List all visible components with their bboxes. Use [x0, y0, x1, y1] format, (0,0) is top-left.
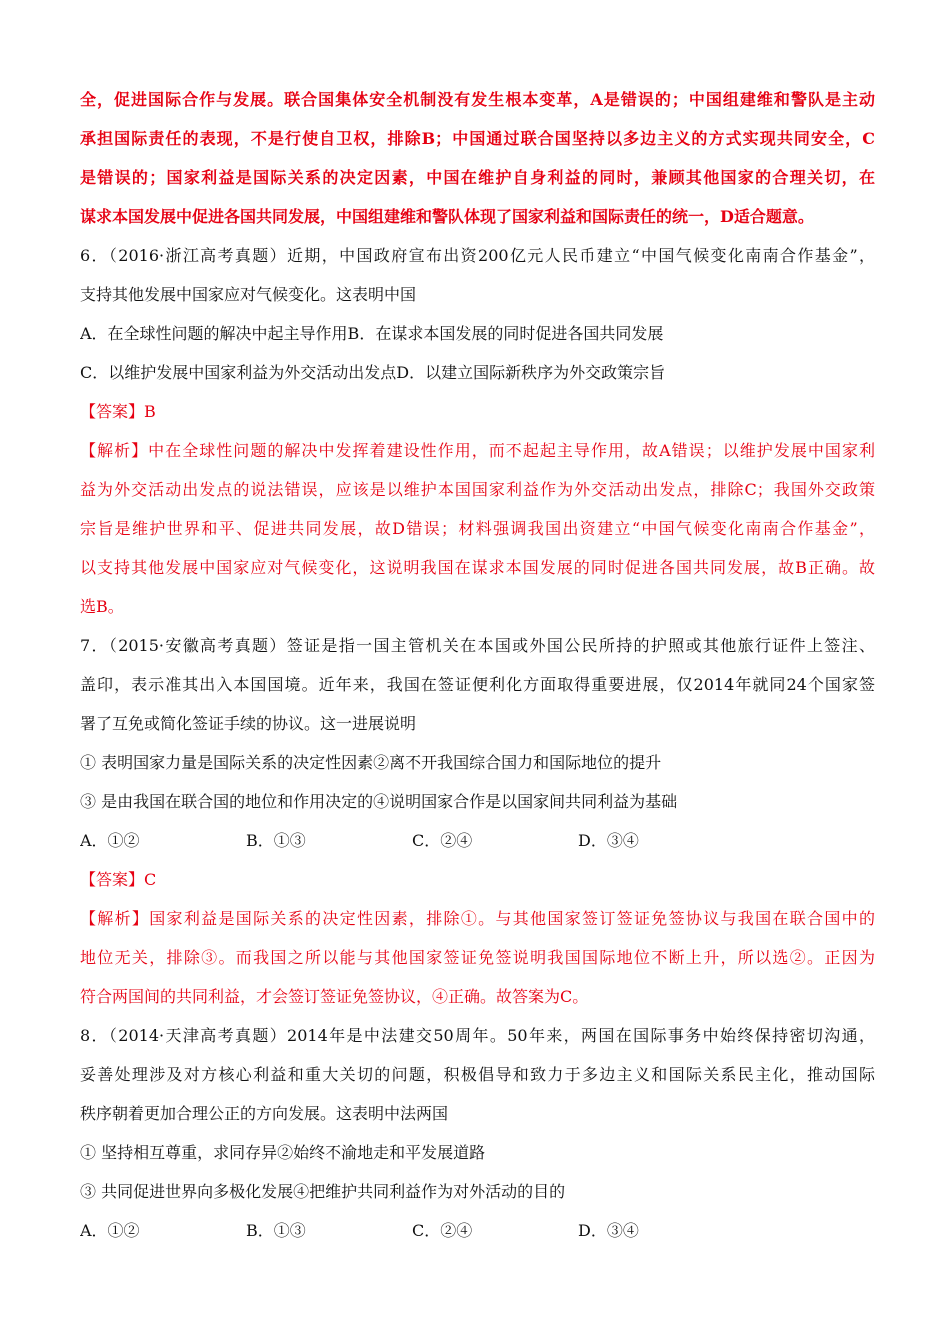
- q7-answer: 【答案】C: [80, 870, 157, 889]
- q6-analysis-line: 选B。: [80, 597, 124, 616]
- q8-statement: ① 坚持相互尊重，求同存异②始终不渝地走和平发展道路: [80, 1143, 486, 1162]
- q5-analysis-line: 承担国际责任的表现，不是行使自卫权，排除B；中国通过联合国坚持以多边主义的方式实现共同安全，C: [80, 129, 875, 148]
- q7-option-b: B．①③: [246, 831, 306, 850]
- q5-analysis-line: 谋求本国发展中促进各国共同发展，中国组建维和警队体现了国家利益和国际责任的统一，D适合题意。: [80, 207, 814, 226]
- q7-stem-line: 盖印，表示准其出入本国国境。近年来，我国在签证便利化方面取得重要进展，仅2014年就同24个国家签: [80, 675, 875, 694]
- question-7: [80, 626, 875, 1016]
- q6-stem-line: 6．（2016·浙江高考真题）近期，中国政府宣布出资200亿元人民币建立“中国气候变化南南合作基金”，: [80, 246, 875, 265]
- q6-options-line: A．在全球性问题的解决中起主导作用B．在谋求本国发展的同时促进各国共同发展: [80, 324, 664, 343]
- q6-options-line: C．以维护发展中国家利益为外交活动出发点D．以建立国际新秩序为外交政策宗旨: [80, 363, 666, 382]
- q8-statement: ③ 共同促进世界向多极化发展④把维护共同利益作为对外活动的目的: [80, 1182, 566, 1201]
- q7-analysis-line: 【解析】国家利益是国际关系的决定性因素，排除①。与其他国家签订签证免签协议与我国在联合国中的: [80, 909, 875, 928]
- q8-stem-line: 8．（2014·天津高考真题）2014年是中法建交50周年。50年来，两国在国际事务中始终保持密切沟通，: [80, 1026, 875, 1045]
- q6-analysis-line: 【解析】中在全球性问题的解决中发挥着建设性作用，而不起起主导作用，故A错误；以维护发展中国家利: [80, 441, 875, 460]
- q6-analysis-line: 以支持其他发展中国家应对气候变化，这说明我国在谋求本国发展的同时促进各国共同发展，故B正确。故: [80, 558, 875, 577]
- q8-stem-line: 秩序朝着更加合理公正的方向发展。这表明中法两国: [80, 1104, 449, 1123]
- q8-option-d: D．③④: [578, 1221, 639, 1240]
- q7-statement: ③ 是由我国在联合国的地位和作用决定的④说明国家合作是以国家间共同利益为基础: [80, 792, 678, 811]
- q6-stem-line: 支持其他发展中国家应对气候变化。这表明中国: [80, 285, 417, 304]
- q8-options: [80, 1211, 875, 1250]
- q7-option-c: C．②④: [412, 831, 473, 850]
- q8-option-c: C．②④: [412, 1221, 473, 1240]
- q6-analysis-line: 益为外交活动出发点的说法错误，应该是以维护本国国家利益作为外交活动出发点，排除C；我国外交政策: [80, 480, 875, 499]
- q7-analysis-line: 符合两国间的共同利益，才会签订签证免签协议，④正确。故答案为C。: [80, 987, 589, 1006]
- question-8: [80, 1016, 875, 1250]
- q8-option-b: B．①③: [246, 1221, 306, 1240]
- q6-answer: 【答案】B: [80, 402, 156, 421]
- q5-analysis: [80, 80, 875, 236]
- q7-option-a: A．①②: [80, 831, 140, 850]
- question-6: [80, 236, 875, 626]
- q6-analysis-line: 宗旨是维护世界和平、促进共同发展，故D错误；材料强调我国出资建立“中国气候变化南南合作基金”，: [80, 519, 875, 538]
- q7-analysis-line: 地位无关，排除③。而我国之所以能与其他国家签证免签说明我国国际地位不断上升，所以选②。正因为: [80, 948, 875, 967]
- q7-options: [80, 821, 875, 860]
- q7-option-d: D．③④: [578, 831, 639, 850]
- document-page: [80, 80, 875, 1250]
- q8-option-a: A．①②: [80, 1221, 140, 1240]
- q7-stem-line: 7．（2015·安徽高考真题）签证是指一国主管机关在本国或外国公民所持的护照或其他旅行证件上签注、: [80, 636, 875, 655]
- q7-statement: ① 表明国家力量是国际关系的决定性因素②离不开我国综合国力和国际地位的提升: [80, 753, 662, 772]
- q5-analysis-line: 是错误的；国家利益是国际关系的决定因素，中国在维护自身利益的同时，兼顾其他国家的合理关切，在: [80, 168, 875, 187]
- q7-stem-line: 署了互免或简化签证手续的协议。这一进展说明: [80, 714, 417, 733]
- q8-stem-line: 妥善处理涉及对方核心利益和重大关切的问题，积极倡导和致力于多边主义和国际关系民主化，推动国际: [80, 1065, 875, 1084]
- q5-analysis-line: 全，促进国际合作与发展。联合国集体安全机制没有发生根本变革，A是错误的；中国组建维和警队是主动: [80, 90, 875, 109]
